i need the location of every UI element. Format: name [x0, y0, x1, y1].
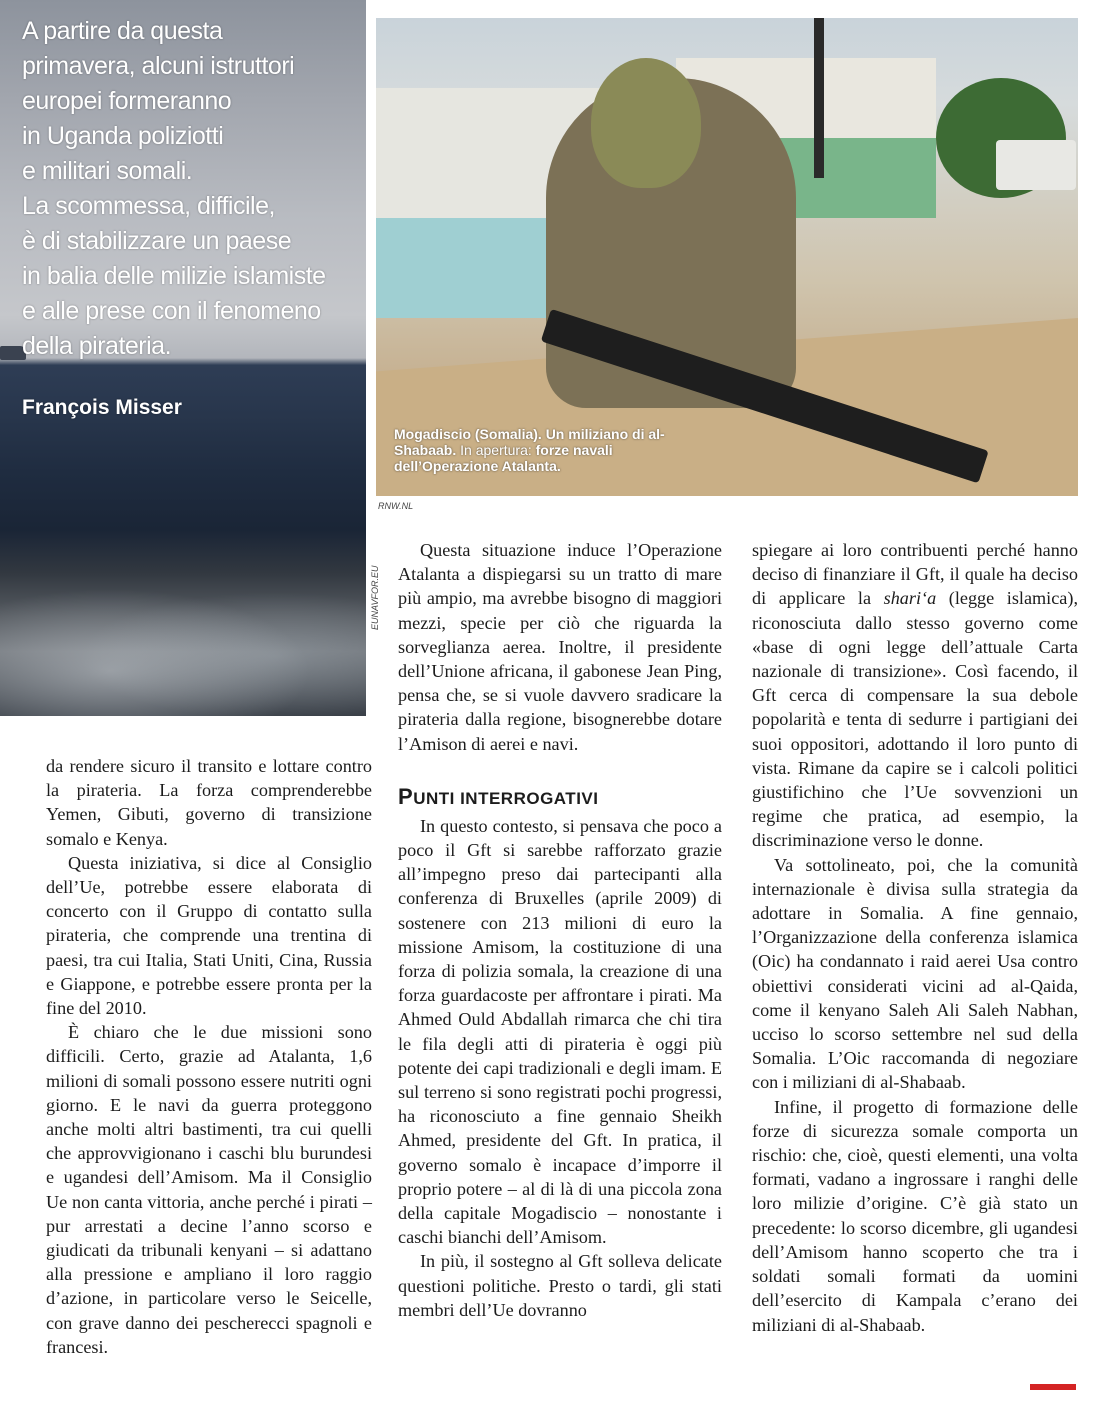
col2-paragraph-1: Questa situazione induce l’Operazione Atalanta a dispiegarsi su un tratto di mare più ampio, ma avrebbe bisogno di maggiori mezzi, specie per ciò che riguarda la sorveglianza aerea. Inoltre, il presidente dell’Unione africana, il gabonese Jean Ping, pensa che, se si vuole davvero sradicare la pirateria dalla regione, bisognerebbe dotare l’Amison di aerei e navi. — [398, 540, 722, 754]
militia-photo — [376, 18, 1078, 496]
photo-truck — [996, 140, 1076, 190]
column-2 — [398, 538, 722, 1322]
col3-paragraph-3: Infine, il progetto di formazione delle forze di sicurezza somale comporta un rischio: che, cioè, questi elementi, una volta formati, vadano a ingrossare i ranghi delle loro milizie d’origine. C’è già stato un precedente: lo scorso dicembre, gli ugandesi dell’Amisom hanno scoperto che tra i soldati somali formati da uomini dell’esercito di Kampala c’erano dei miliziani di al-Shabaab. — [752, 1096, 1078, 1335]
caption-bold-2: forze navali dell’Operazione Atalanta. — [394, 442, 613, 474]
author-byline: François Misser — [22, 396, 182, 419]
photo-credit-left: EUNAVFOR.EU — [370, 565, 380, 630]
column-3 — [752, 538, 1078, 1337]
intro-text: A partire da questa primavera, alcuni istruttori europei formeranno in Uganda poliziotti e militari somali. La scommessa, difficile, è di stabilizzare un paese in balia delle milizie islamiste e alle prese con il fenomeno della pirateria. — [22, 17, 326, 360]
photo-caption — [394, 426, 694, 474]
caption-plain: In apertura: — [456, 442, 536, 458]
column-1 — [46, 754, 372, 1359]
sea-foam — [0, 566, 366, 716]
col2-paragraph-2: In questo contesto, si pensava che poco a poco il Gft si sarebbe rafforzato grazie all’impegno preso dai partecipanti alla conferenza di Bruxelles (aprile 2009) di sostenere con 213 milioni di euro la missione Amisom, la costituzione di una forza di polizia somala, la creazione di una forza guardacoste per affrontare i pirati. Ma Ahmed Ould Abdallah rimarca che chi tira le fila degli atti di pirateria è oggi più potente dei capi tradizionali e degli imam. E sul terreno si sono registrati pochi progressi, ha riconosciuto a fine gennaio Sheikh Ahmed, presidente del Gft. In pratica, il governo somalo è incapace d’imporre il proprio potere – al di là di una piccola zona della capitale Mogadiscio – nonostante i caschi bianchi dell’Amisom. — [398, 815, 722, 1248]
col2-paragraph-3: In più, il sostegno al Gft solleva delicate questioni politiche. Presto o tardi, gli stati membri dell’Ue dovranno — [398, 1251, 722, 1320]
heading-rest: UNTI INTERROGATIVI — [413, 788, 599, 808]
article-end-mark — [1030, 1384, 1076, 1390]
col3-p1-italic: shari‘a — [883, 588, 937, 609]
caption-bold-1: Mogadiscio (Somalia). Un miliziano di al-Shabaab. — [394, 426, 665, 458]
photo-pole — [814, 18, 824, 178]
col1-paragraph-1: da rendere sicuro il transito e lottare contro la pirateria. La forza comprenderebbe Yemen, Gibuti, governo di transizione somalo e Kenya. — [46, 756, 372, 849]
col3-paragraph-2: Va sottolineato, poi, che la comunità internazionale è divisa sulla strategia da adottare in Somalia. A fine gennaio, l’Organizzazione della conferenza islamica (Oic) ha condannato i raid aerei Usa contro obiettivi considerati vicini ad al-Qaida, come il kenyano Saleh Ali Saleh Nabhan, ucciso lo scorso settembre nel sud della Somalia. L’Oic raccomanda di negoziare con i miliziani di al-Shabaab. — [752, 854, 1078, 1093]
col3-p1-end: (legge islamica), riconosciuta dallo stesso governo come «base di ogni legge dell’attuale Carta nazionale di transizione». Così facendo, il Gft cerca di compensare la sua debole popolarità e tenta di sedurre i partigiani dei suoi oppositori, adottando il loro punto di vista. Rimane da capire se i calcoli politici giustifichino che l’Ue sovvenzioni un regime che pratica, ad esempio, la discriminazione verso le donne. — [752, 588, 1078, 851]
section-heading — [398, 784, 722, 812]
heading-initial: P — [398, 783, 414, 809]
photo-head-scarf — [591, 58, 701, 188]
col1-paragraph-2: Questa iniziativa, si dice al Consiglio dell’Ue, potrebbe essere elaborata di concerto con il Gruppo di contatto sulla pirateria, che comprende una trentina di paesi, tra cui Italia, Stati Uniti, Cina, Russia e Giappone, e potrebbe essere pronta per la fine del 2010. — [46, 852, 372, 1019]
col1-paragraph-3: È chiaro che le due missioni sono difficili. Certo, grazie ad Atalanta, 1,6 milioni di somali possono essere nutriti ogni giorno. E le navi da guerra proteggono anche molti altri bastimenti, tra cui quelli che approvvigionano i caschi blu burundesi e ugandesi dell’Amisom. Ma il Consiglio Ue non canta vittoria, anche perché i pirati – pur arrestati a decine l’anno scorso e giudicati da tribunali kenyani – si adattano alla pressione e ampliano il loro raggio d’azione, in particolare verso le Seicelle, con grave danno dei pescherecci spagnoli e francesi. — [46, 1022, 372, 1357]
photo-credit-right: RNW.NL — [378, 501, 414, 511]
col3-p1-start: spiegare ai loro contribuenti perché hanno deciso di finanziare il Gft, il quale ha deciso di applicare la — [752, 540, 1078, 609]
col3-paragraph-1 — [752, 538, 1078, 853]
